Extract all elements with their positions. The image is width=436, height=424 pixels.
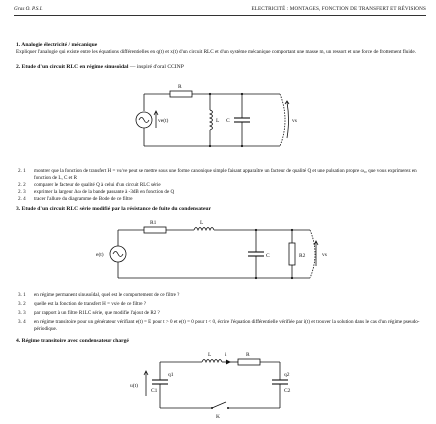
label-i: i [225,352,227,358]
label-q1: q1 [168,372,174,378]
section-2-title [16,64,424,71]
circuit-4-diagram [130,350,300,422]
section-2-subtitle: — inspiré d'oral CCINP [129,64,184,70]
question-3-3: 3. 3 par rapport à un filtre R1LC série, que modifie l'ajout de R2 ? [18,310,160,316]
label-c: C [266,253,270,259]
label-vs: vs [292,118,297,124]
inductor-l [202,360,222,363]
label-c1: C1 [151,388,158,394]
label-k: K [216,414,220,420]
question-3-2: 3. 2 quelle est la fonction de transfert H = vs/e de ce filtre ? [18,301,147,307]
label-e: e(t) [96,252,104,258]
resistor-r1 [144,227,166,233]
question-2-4: 2. 4 tracer l'allure du diagramme de Bode de ce filtre [18,196,133,202]
label-r: R [178,84,182,90]
label-r: R [246,352,250,358]
switch-k [212,402,226,408]
question-2-1: 2. 1 montrer que la fonction de transfert H = vs/ve peut se mettre sous une forme canonique simple faisant apparaître un facteur de qualité Q et une pulsation propre ω₀, que vous exprimerez en fonction de L, C et R [18,168,417,181]
section-1-text: Expliquer l'analogie qui existe entre les équations différentielles en q(t) et x(t) d'un circuit RLC et d'un système mécanique comportant une masse m, un ressort et une force de frottement fluide. [16,49,417,55]
label-q2: q2 [284,372,290,378]
header-rule [14,15,426,16]
label-r2: R2 [299,253,306,259]
header-title: ELECTRICITÉ : MONTAGES, FONCTION DE TRANSFERT ET RÉVISIONS [251,6,426,12]
question-3-1: 3. 1 en régime permanent sinusoïdal, quel est le comportement de ce filtre ? [18,292,180,298]
question-2-2: 2. 2 comparer le facteur de qualité Q à celui d'un circuit RLC série [18,182,161,188]
label-c: C [226,118,230,124]
section-1-title: 1. Analogie électricité / mécanique [16,42,98,48]
label-l: L [208,352,212,358]
section-2-title-main: 2. Etude d'un circuit RLC en régime sinusoïdal [16,64,129,70]
inductor-l [194,228,214,231]
question-2-3: 2. 3 exprimer la largeur Δω de la bande passante à -3dB en fonction de Q [18,189,175,195]
section-4-title: 4. Régime transitoire avec condensateur chargé [16,338,129,344]
label-l: L [216,118,220,124]
label-vs: vs [322,252,327,258]
label-r1: R1 [150,220,157,226]
label-c2: C2 [284,388,291,394]
label-u: u(t) [130,383,138,389]
circuit-2-diagram [130,80,320,158]
resistor-r [238,359,260,365]
resistor-r [170,91,192,97]
question-3-4: 3. 4 en régime transitoire pour un générateur vérifiant e(t) = E pour t > 0 et e(t) = 0 pour t < 0, écrire l'équation différentielle vérifiée par i(t) et trouver la solution dans le cas d'un régime pseudo-périodique. [18,319,420,332]
label-l: L [200,220,204,226]
header-author: Gras O. P.S.I. [14,6,43,12]
label-ve: ve(t) [158,118,169,124]
inductor-l [210,110,213,130]
section-3-title: 3. Etude d'un circuit RLC série modifié par la résistance de fuite du condensateur [16,206,211,212]
resistor-r2 [289,243,295,265]
circuit-3-diagram [96,216,346,288]
